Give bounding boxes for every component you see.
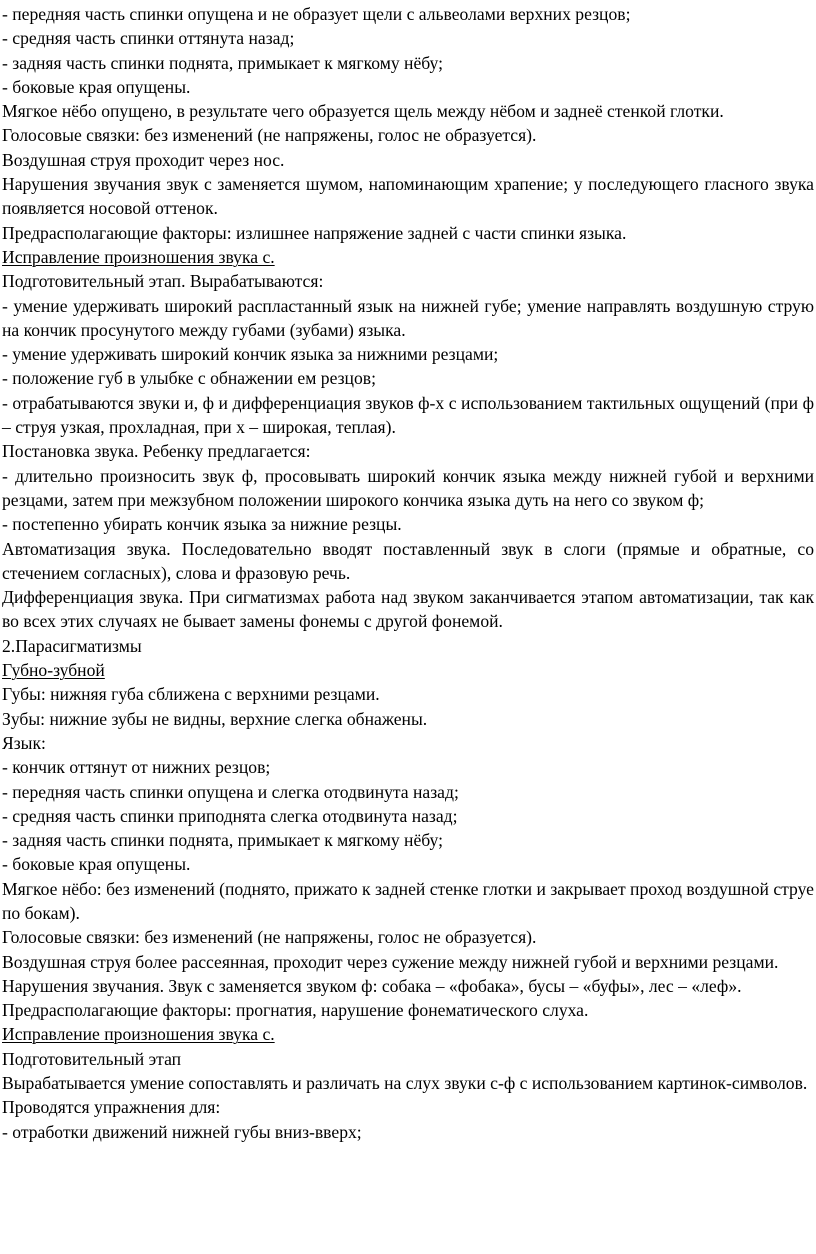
paragraph: Воздушная струя проходит через нос. — [2, 149, 285, 170]
paragraph: Постановка звука. Ребенку предлагается: — [2, 441, 311, 462]
paragraph: - задняя часть спинки поднята, примыкает к мягкому нёбу; — [2, 830, 443, 851]
document-page — [2, 2, 814, 1144]
paragraph: - умение удерживать широкий кончик языка за нижними резцами; — [2, 344, 499, 365]
paragraph: - длительно произносить звук ф, просовывать широкий кончик языка между нижней губой и верхними резцами, затем при межзубном положении широкого кончика языка дуть на него со звуком ф; — [2, 465, 814, 510]
paragraph: - боковые края опущены. — [2, 854, 191, 875]
paragraph: - задняя часть спинки поднята, примыкает к мягкому нёбу; — [2, 52, 443, 73]
paragraph: Предрасполагающие факторы: прогнатия, нарушение фонематического слуха. — [2, 1000, 589, 1021]
paragraph: Нарушения звучания звук с заменяется шумом, напоминающим храпение; у последующего гласного звука появляется носовой оттенок. — [2, 174, 814, 219]
paragraph: Проводятся упражнения для: — [2, 1097, 221, 1118]
paragraph: - передняя часть спинки опущена и слегка отодвинута назад; — [2, 781, 459, 802]
paragraph: - отрабатываются звуки и, ф и дифференциация звуков ф-х с использованием тактильных ощущений (при ф – струя узкая, прохладная, при х – широкая, теплая). — [2, 392, 814, 438]
paragraph: - боковые края опущены. — [2, 76, 191, 97]
paragraph: 2.Парасигматизмы — [2, 635, 142, 656]
paragraph: - средняя часть спинки приподнята слегка отодвинута назад; — [2, 805, 458, 826]
paragraph: Вырабатывается умение сопоставлять и различать на слух звуки с-ф с использованием картинок-символов. — [2, 1073, 808, 1094]
paragraph: - умение удерживать широкий распластанный язык на нижней губе; умение направлять воздушную струю на кончик просунутого между губами (зубами) языка. — [2, 295, 814, 340]
paragraph: - отработки движений нижней губы вниз-вверх; — [2, 1121, 362, 1142]
paragraph: Губы: нижняя губа сближена с верхними резцами. — [2, 684, 380, 705]
paragraph: Дифференциация звука. При сигматизмах работа над звуком заканчивается этапом автоматизации, так как во всех этих случаях не бывает замены фонемы с другой фонемой. — [2, 587, 814, 632]
paragraph: - передняя часть спинки опущена и не образует щели с альвеолами верхних резцов; — [2, 4, 631, 24]
paragraph: Голосовые связки: без изменений (не напряжены, голос не образуется). — [2, 927, 537, 948]
paragraph: - постепенно убирать кончик языка за нижние резцы. — [2, 514, 402, 535]
paragraph: Мягкое нёбо опущено, в результате чего образуется щель между нёбом и заднеё стенкой глотки. — [2, 101, 724, 122]
paragraph: Язык: — [2, 732, 46, 753]
section-heading: Губно-зубной — [2, 660, 105, 681]
paragraph: - средняя часть спинки оттянута назад; — [2, 28, 295, 49]
paragraph: Мягкое нёбо: без изменений (поднято, прижато к задней стенке глотки и закрывает проход воздушной струе по бокам). — [2, 878, 814, 923]
paragraph: Зубы: нижние зубы не видны, верхние слегка обнажены. — [2, 708, 428, 729]
paragraph: Воздушная струя более рассеянная, проходит через сужение между нижней губой и верхними резцами. — [2, 951, 779, 972]
paragraph: Подготовительный этап. Вырабатываются: — [2, 271, 324, 292]
paragraph: Голосовые связки: без изменений (не напряжены, голос не образуется). — [2, 125, 537, 146]
section-heading: Исправление произношения звука с. — [2, 1024, 275, 1045]
section-heading: Исправление произношения звука с. — [2, 246, 275, 267]
paragraph: - положение губ в улыбке с обнажении ем резцов; — [2, 368, 376, 389]
paragraph: Предрасполагающие факторы: излишнее напряжение задней с части спинки языка. — [2, 222, 627, 243]
paragraph: - кончик оттянут от нижних резцов; — [2, 757, 271, 778]
paragraph: Автоматизация звука. Последовательно вводят поставленный звук в слоги (прямые и обратные, со стечением согласных), слова и фразовую речь. — [2, 538, 814, 583]
paragraph: Подготовительный этап — [2, 1048, 182, 1069]
paragraph: Нарушения звучания. Звук с заменяется звуком ф: собака – «фобака», бусы – «буфы», лес – «леф». — [2, 975, 742, 996]
